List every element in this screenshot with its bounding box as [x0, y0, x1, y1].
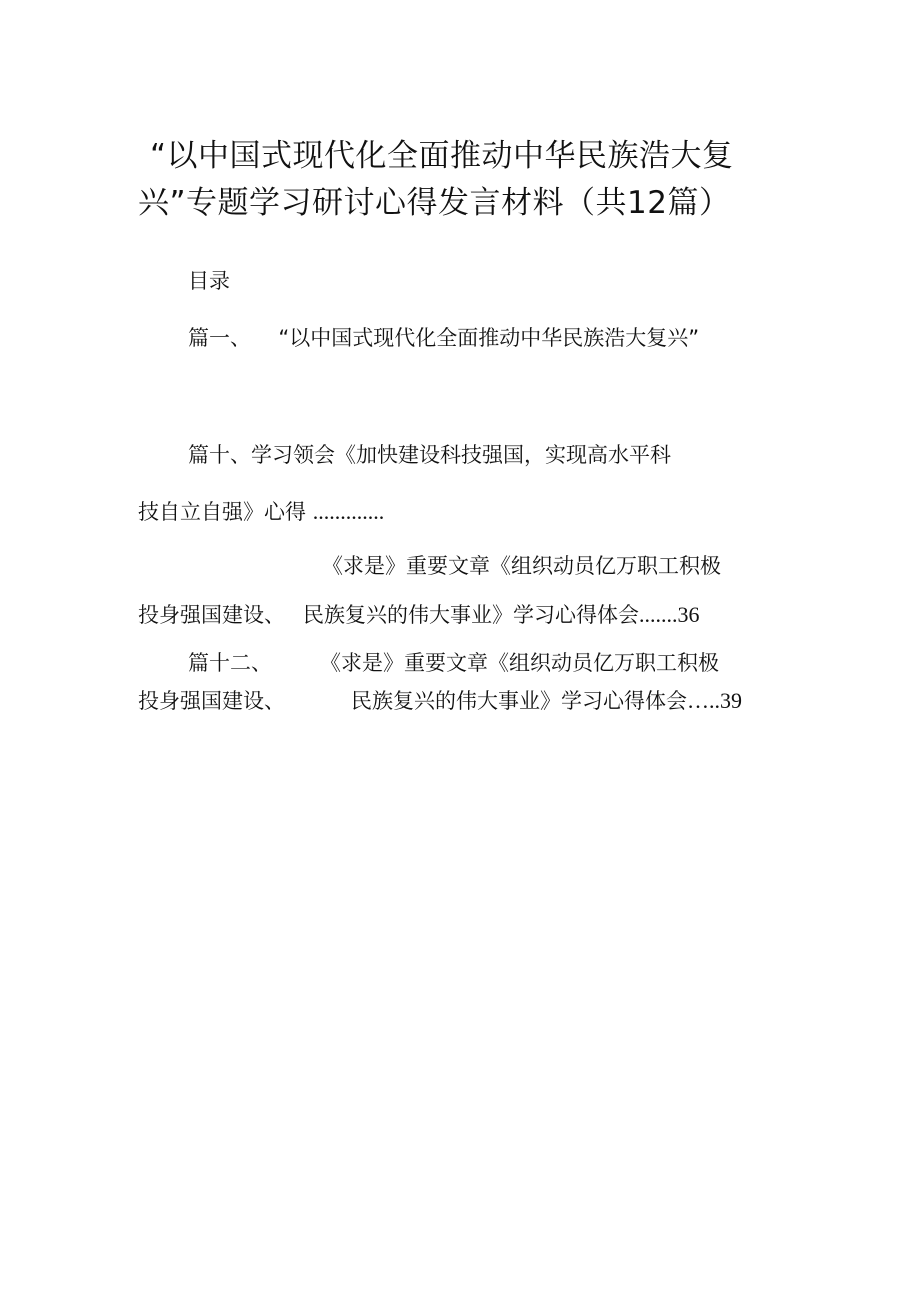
toc-entry-12-line-2[interactable]	[138, 686, 742, 716]
toc-entry-1[interactable]	[188, 323, 699, 353]
toc-entry-10-line-1[interactable]	[188, 440, 671, 470]
toc-entry-text: 投身强国建设、	[138, 689, 285, 713]
document-title-line-1: “以中国式现代化全面推动中华民族浩大复	[150, 138, 734, 174]
toc-entry-11-line-1[interactable]	[322, 551, 721, 581]
toc-entry-text: 学习领会《加快建设科技强国，实现高水平科	[251, 443, 671, 467]
toc-entry-leader: .............	[312, 499, 385, 524]
toc-entry-leader: …..	[687, 688, 720, 713]
toc-entry-10-line-2[interactable]	[138, 497, 384, 527]
toc-entry-leader: .......	[639, 602, 678, 627]
toc-entry-text: 技自立自强》心得	[138, 500, 306, 524]
toc-entry-page-number: 39	[720, 688, 742, 713]
toc-entry-text: 投身强国建设、	[138, 603, 285, 627]
toc-entry-page-number: 36	[677, 602, 700, 627]
toc-entry-12-line-1[interactable]	[188, 648, 719, 678]
toc-entry-text: 《求是》重要文章《组织动员亿万职工积极	[322, 554, 721, 578]
toc-heading: 目录	[188, 269, 230, 293]
toc-entry-prefix: 篇一、	[188, 326, 251, 350]
toc-entry-text: 民族复兴的伟大事业》学习心得体会	[351, 689, 687, 713]
toc-entry-prefix: 篇十、	[188, 443, 251, 467]
toc-entry-text: 民族复兴的伟大事业》学习心得体会	[303, 603, 639, 627]
toc-entry-text: “以中国式现代化全面推动中华民族浩大复兴”	[278, 326, 700, 350]
document-title-line-2: 兴”专题学习研讨心得发言材料（共12篇）	[138, 185, 731, 221]
toc-entry-prefix: 篇十二、	[188, 651, 272, 675]
toc-entry-text: 《求是》重要文章《组织动员亿万职工积极	[320, 651, 719, 675]
toc-entry-11-line-2[interactable]	[138, 600, 700, 630]
